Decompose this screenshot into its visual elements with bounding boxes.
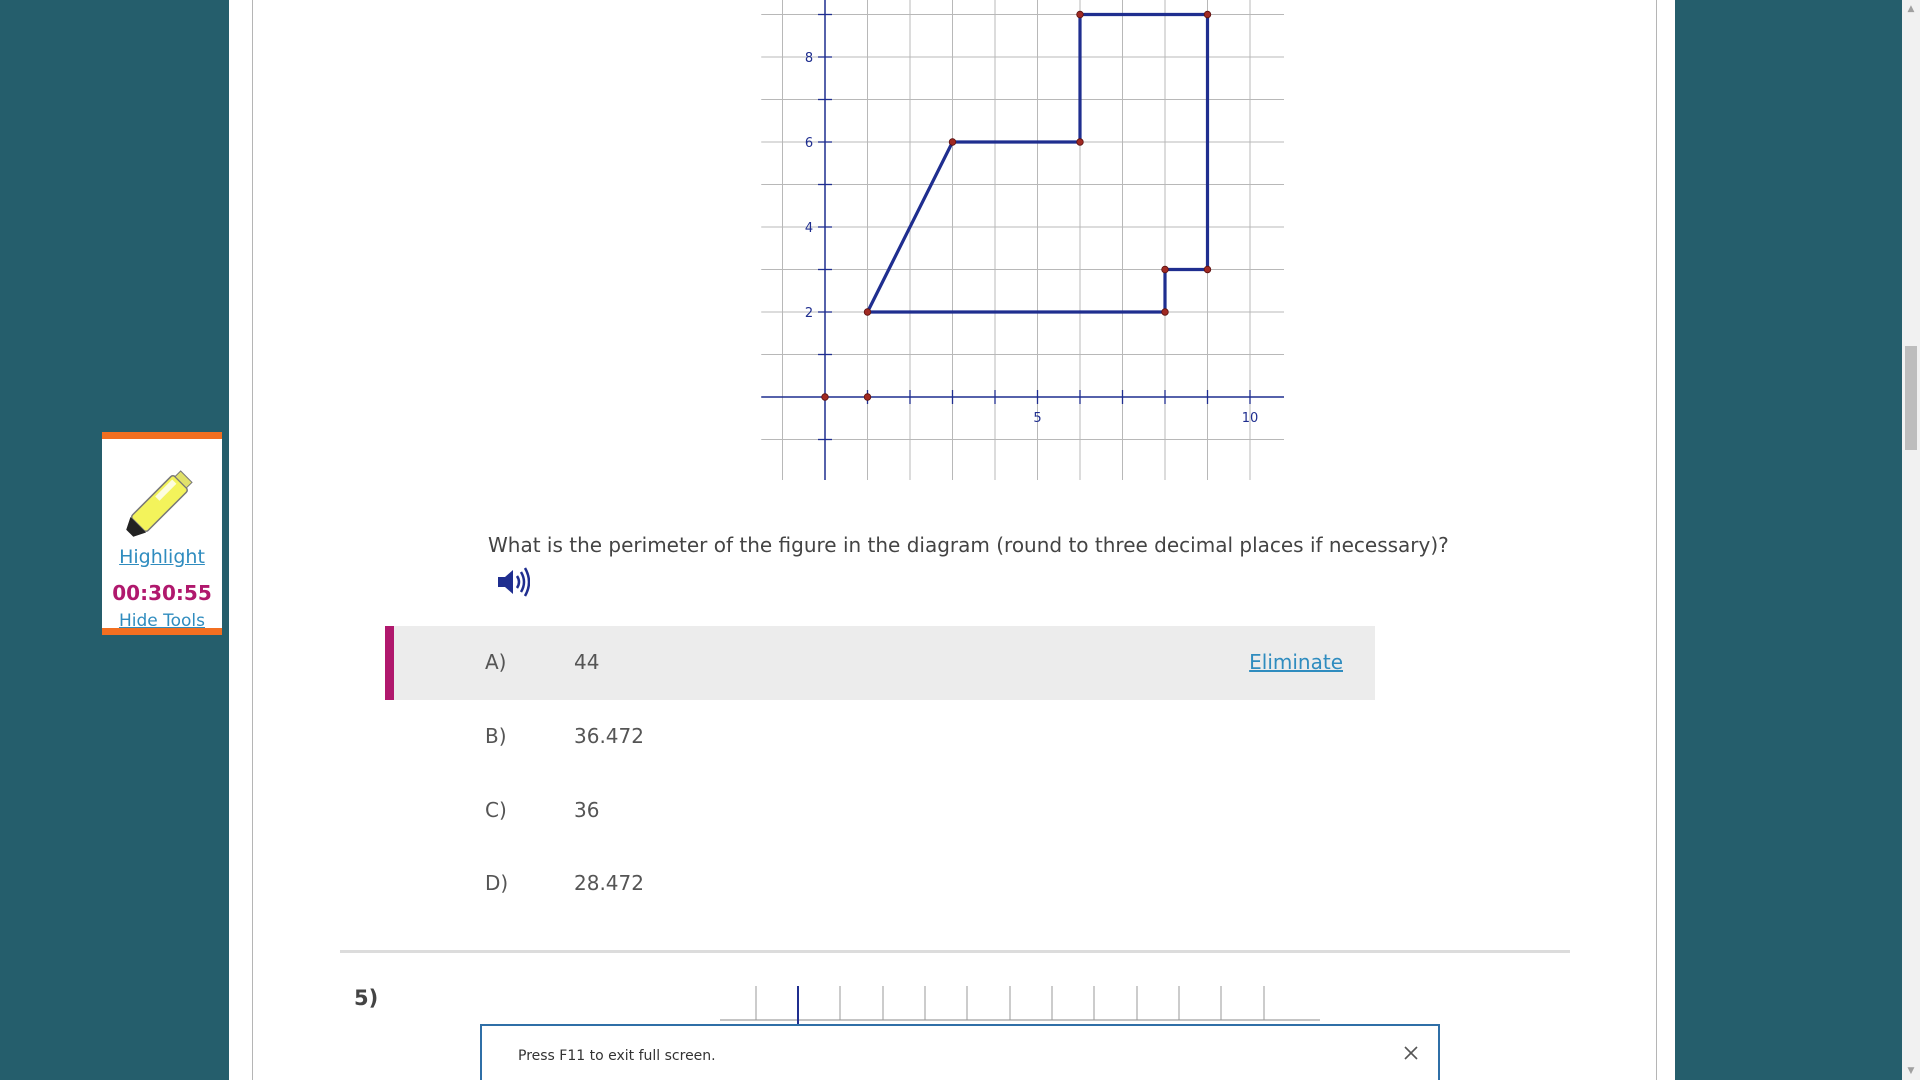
choice-letter: A) xyxy=(485,650,507,674)
vertex-point xyxy=(1077,11,1084,18)
y-tick-label: 6 xyxy=(804,136,814,151)
y-tick-label: 8 xyxy=(804,51,814,66)
vertex-point xyxy=(864,394,871,401)
choice-letter: C) xyxy=(485,798,507,822)
y-tick-label: 4 xyxy=(804,221,814,236)
tools-panel xyxy=(102,432,222,635)
scroll-down-icon[interactable]: ▼ xyxy=(1907,1066,1915,1076)
page-border-right xyxy=(1656,0,1657,1080)
coordinate-graph xyxy=(755,0,1285,480)
choice-value: 28.472 xyxy=(574,871,644,895)
speaker-icon[interactable] xyxy=(496,566,530,598)
vertex-point xyxy=(864,309,871,316)
eliminate-link[interactable]: Eliminate xyxy=(1249,650,1343,674)
vertex-point xyxy=(822,394,829,401)
choice-letter: D) xyxy=(485,871,509,895)
scroll-thumb[interactable] xyxy=(1905,346,1917,450)
fullscreen-notice xyxy=(480,1024,1440,1080)
x-tick-label: 5 xyxy=(1033,411,1042,426)
vertex-point xyxy=(1204,11,1211,18)
choice-value: 44 xyxy=(574,650,600,674)
question-text: What is the perimeter of the figure in the diagram (round to three decimal places if necessary)? xyxy=(488,533,1449,557)
page-scrollbar[interactable] xyxy=(1902,0,1920,1080)
vertex-point xyxy=(1204,266,1211,273)
vertex-point xyxy=(949,139,956,146)
choice-a[interactable] xyxy=(385,626,1375,700)
vertex-point xyxy=(1077,139,1084,146)
choice-b[interactable] xyxy=(385,700,1375,774)
number-line-preview xyxy=(720,982,1320,1024)
timer: 00:30:55 xyxy=(112,581,212,605)
highlight-link[interactable]: Highlight xyxy=(119,546,205,568)
vertex-point xyxy=(1162,309,1169,316)
hide-tools-link[interactable]: Hide Tools xyxy=(118,611,206,631)
question-number: 5) xyxy=(354,986,379,1010)
choice-c[interactable] xyxy=(385,774,1375,848)
scroll-up-icon[interactable]: ▲ xyxy=(1907,4,1915,14)
choice-d[interactable] xyxy=(385,847,1375,921)
vertex-point xyxy=(1162,266,1169,273)
highlighter-icon[interactable] xyxy=(120,459,206,541)
choice-value: 36 xyxy=(574,798,600,822)
fullscreen-message: Press F11 to exit full screen. xyxy=(518,1048,716,1064)
choice-letter: B) xyxy=(485,724,507,748)
choice-value: 36.472 xyxy=(574,724,644,748)
page-border-left xyxy=(252,0,253,1080)
x-tick-label: 10 xyxy=(1241,411,1259,426)
y-tick-label: 2 xyxy=(804,306,814,321)
question-divider xyxy=(340,950,1570,953)
close-icon[interactable] xyxy=(1400,1042,1422,1064)
